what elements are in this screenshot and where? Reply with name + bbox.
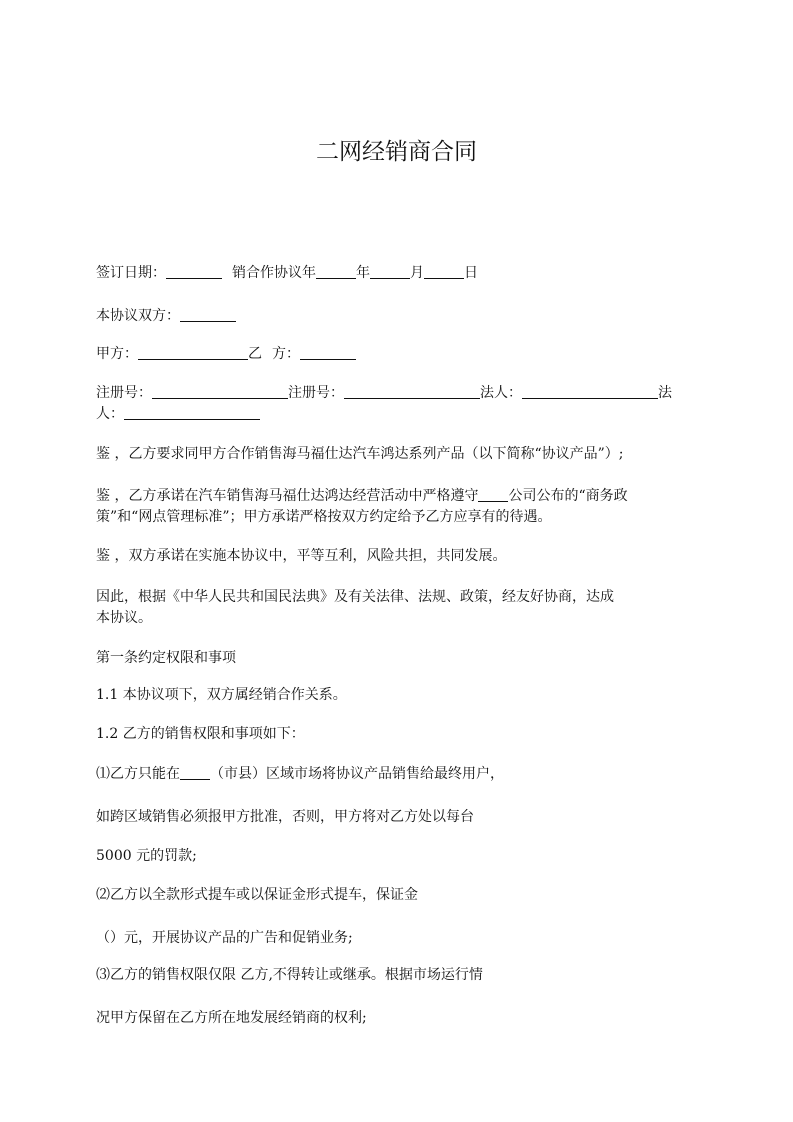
blank-field — [316, 263, 356, 279]
sub-item-2-cont: （）元，开展协议产品的广告和促销业务; — [96, 930, 353, 946]
blank-field — [138, 344, 248, 360]
blank-field — [124, 404, 260, 420]
sub-item-2: ⑵乙方以全款形式提车或以保证金形式提车，保证金 — [96, 887, 418, 903]
blank-field — [180, 764, 210, 780]
blank-field — [370, 263, 410, 279]
sub-item-1: ⑴乙方只能在 （市县）区域市场将协议产品销售给最终用户， — [96, 766, 504, 782]
item-1-2: 1.2 乙方的销售权限和事项如下： — [96, 726, 305, 742]
page-title: 二网经销商合同 — [316, 139, 477, 165]
therefore-line: 因此，根据《中华人民共和国民法典》及有关法律、法规、政策，经友好协商，达成 — [96, 589, 614, 605]
legal-person-line: 人： — [96, 403, 696, 425]
whereas-2-cont: 策”和“网点管理标准”；甲方承诺严格按双方约定给予乙方应享有的待遇。 — [96, 509, 552, 525]
party-line: 甲方： 乙 方： — [96, 343, 696, 365]
sub-item-1-cont: 如跨区域销售必须报甲方批准，否则，甲方将对乙方处以每台 — [96, 809, 474, 825]
registration-line: 注册号： 注册号： 法人： 法 — [96, 385, 672, 401]
sub-item-1-fine: 5000 元的罚款; — [96, 848, 197, 864]
whereas-3: 鉴 ，双方承诺在实施本协议中，平等互利，风险共担，共同发展。 — [96, 548, 507, 564]
sub-item-3: ⑶乙方的销售权限仅限 乙方,不得转让或继承。根据市场运行情 — [96, 967, 483, 983]
blank-field — [180, 306, 236, 322]
blank-field — [522, 383, 658, 399]
blank-field — [152, 383, 288, 399]
item-1-1: 1.1 本协议项下，双方属经销合作关系。 — [96, 687, 347, 703]
sub-item-3-cont: 况甲方保留在乙方所在地发展经销商的权利; — [96, 1010, 367, 1026]
therefore-line-cont: 本协议。 — [96, 610, 152, 626]
blank-field — [478, 486, 508, 502]
blank-field — [344, 383, 480, 399]
blank-field — [166, 263, 222, 279]
parties-line: 本协议双方： — [96, 305, 696, 327]
whereas-2: 鉴 ，乙方承诺在汽车销售海马福仕达鸿达经营活动中严格遵守 公司公布的“商务政 — [96, 488, 628, 504]
whereas-1: 鉴 ，乙方要求同甲方合作销售海马福仕达汽车鸿达系列产品（以下简称“协议产品”）; — [96, 446, 624, 462]
sign-date-line: 签订日期： 销合作协议年 年 月 日 — [96, 265, 478, 281]
blank-field — [424, 263, 464, 279]
blank-field — [300, 344, 356, 360]
article-1-heading: 第一条约定权限和事项 — [96, 650, 236, 666]
